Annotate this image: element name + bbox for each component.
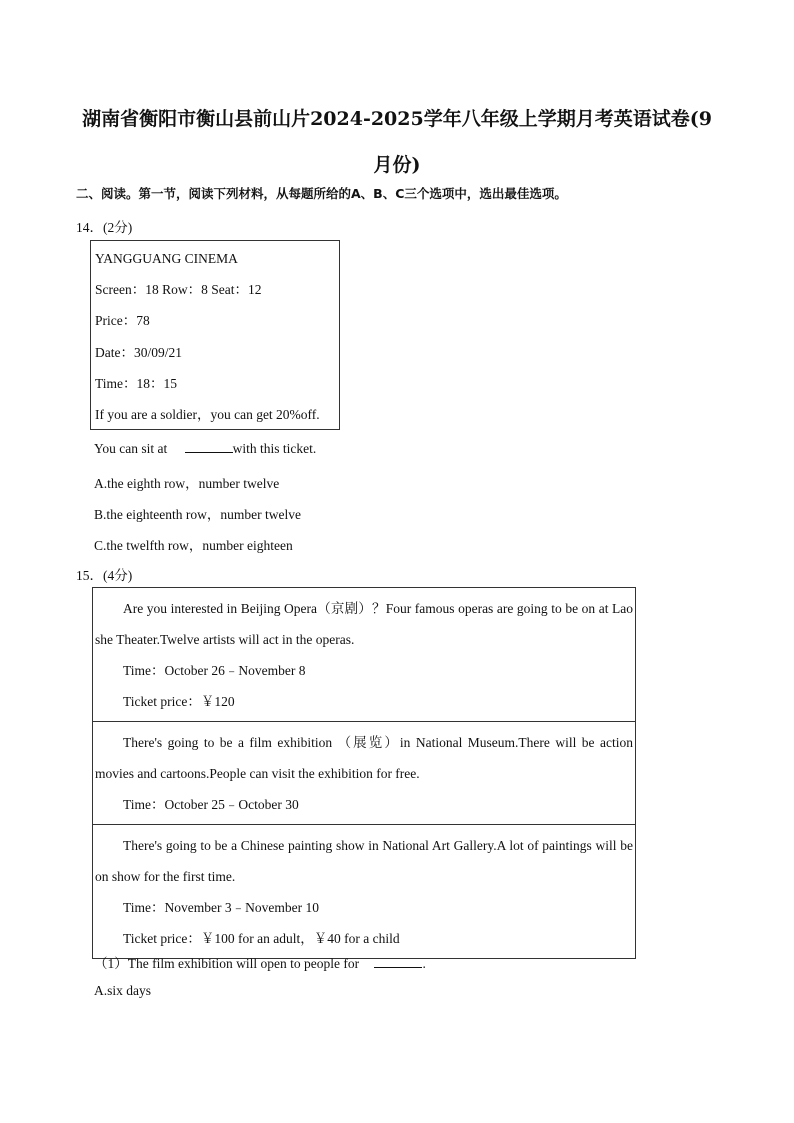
question-15-sub1-after: . xyxy=(422,956,426,971)
events-table xyxy=(92,587,636,959)
question-14-stem-before: You can sit at xyxy=(94,441,168,456)
answer-blank xyxy=(374,955,422,968)
event-time: Time：October 25﹣October 30 xyxy=(123,797,299,812)
event-cell-film-exhibition xyxy=(93,722,635,825)
question-15-sub1-before: （1）The film exhibition will open to people for xyxy=(94,956,360,971)
ticket-line: Time：18：15 xyxy=(95,375,178,391)
ticket-line: If you are a soldier，you can get 20%off. xyxy=(95,406,320,422)
event-paragraph: There's going to be a film exhibition （展览）in National Museum.There will be action movies and cartoons.People can visit the exhibition for free. xyxy=(95,735,633,781)
option-c: C.the twelfth row，number eighteen xyxy=(94,538,293,553)
question-15-number: 15．(4分) xyxy=(76,568,133,583)
question-14-stem xyxy=(94,440,316,457)
option-b: B.the eighteenth row，number twelve xyxy=(94,507,301,522)
ticket-line: Price：78 xyxy=(95,313,150,329)
ticket-line: YANGGUANG CINEMA xyxy=(95,251,238,266)
event-ticket-price: Ticket price：￥100 for an adult，￥40 for a child xyxy=(123,931,400,946)
event-time: Time：October 26﹣November 8 xyxy=(123,663,306,678)
question-15-sub1 xyxy=(94,952,426,972)
answer-blank xyxy=(185,440,233,453)
ticket-line: Date：30/09/21 xyxy=(95,344,182,360)
question-14-number: 14．(2分) xyxy=(76,220,133,235)
event-paragraph: Are you interested in Beijing Opera（京剧）？Four famous operas are going to be on at Lao she Theater.Twelve artists will act in the operas. xyxy=(95,601,633,647)
event-paragraph: There's going to be a Chinese painting show in National Art Gallery.A lot of paintings will be on show for the first time. xyxy=(95,838,633,884)
section-heading: 二、阅读。第一节，阅读下列材料，从每题所给的A、B、C三个选项中，选出最佳选项。 xyxy=(76,186,567,201)
title-line-1: 湖南省衡阳市衡山县前山片2024-2025学年八年级上学期月考英语试卷(9 xyxy=(82,108,712,130)
question-14-stem-after: with this ticket. xyxy=(232,441,317,456)
ticket-line: Screen：18 Row：8 Seat：12 xyxy=(95,282,262,298)
event-cell-painting-show xyxy=(93,825,635,958)
cinema-ticket-box xyxy=(90,240,340,430)
page-title xyxy=(60,96,734,188)
event-cell-opera xyxy=(93,588,635,722)
option-a: A.the eighth row，number twelve xyxy=(94,476,280,491)
sub1-option-a: A.six days xyxy=(94,983,151,998)
event-time: Time：November 3﹣November 10 xyxy=(123,900,319,915)
event-ticket-price: Ticket price：￥120 xyxy=(123,694,235,709)
title-line-2: 月份) xyxy=(373,154,421,176)
